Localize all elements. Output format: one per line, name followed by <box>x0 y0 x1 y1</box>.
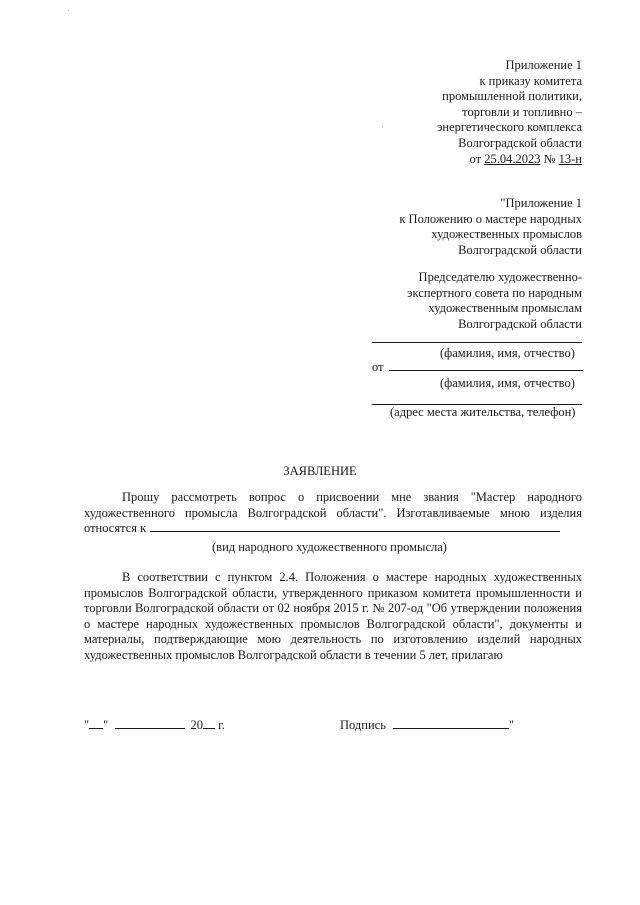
addressee-line: Волгоградской области <box>458 316 582 331</box>
year-suffix: г. <box>218 718 225 732</box>
year-blank[interactable] <box>203 728 215 729</box>
request-text: Прошу рассмотреть вопрос о присвоении мне звания "Мастер народного художественного промысла Волгоградской области". Изготавливаемые мною изделия относятся к <box>84 490 582 536</box>
name-hint-2: (фамилия, имя, отчество) <box>440 376 575 390</box>
order-appendix-line: Волгоградской области <box>458 135 582 150</box>
request-paragraph <box>84 490 582 537</box>
basis-paragraph: В соответствии с пунктом 2.4. Положения о мастере народных художественных промыслов Волгоградской области, утвержденного приказом комитета промышленности и торговли Волгоградской области от 02 ноября 2015 г. № 207-од "Об утверждении положения о мастере народных художественных промыслов Волгоградской области", документы и материалы, подтверждающие мою деятельность по изготовлению изделий народных художественных промыслов Волгоградской области в течении 5 лет, прилагаю <box>84 570 582 662</box>
addressee-line: экспертного совета по народным <box>407 285 582 300</box>
blank-line[interactable] <box>372 342 582 343</box>
order-date-prefix: от <box>469 151 482 166</box>
regulation-appendix-line: "Приложение 1 <box>500 196 582 210</box>
scan-speck <box>68 10 69 11</box>
signature-field[interactable] <box>340 718 514 733</box>
date-quote-close: " <box>103 718 109 732</box>
regulation-appendix-line: художественных промыслов <box>431 227 582 242</box>
regulation-appendix <box>399 196 582 258</box>
order-date: 25.04.2023 <box>484 151 541 166</box>
order-number: 13-н <box>558 151 582 166</box>
from-label: от <box>372 360 384 374</box>
date-field[interactable] <box>84 718 225 733</box>
scan-speck <box>382 126 383 127</box>
addressee-line: художественным промыслам <box>428 301 582 316</box>
craft-type-hint: (вид народного художественного промысла) <box>212 540 447 554</box>
order-appendix-line: энергетического комплекса <box>437 120 582 135</box>
year-prefix: 20 <box>190 718 203 732</box>
signature-quote: " <box>509 718 515 732</box>
month-blank[interactable] <box>115 728 185 729</box>
date-quote-open: " <box>84 718 90 732</box>
day-blank[interactable] <box>89 728 103 729</box>
order-appendix-line: промышленной политики, <box>442 89 582 104</box>
order-appendix-line: к приказу комитета <box>479 73 582 88</box>
name-hint-1: (фамилия, имя, отчество) <box>440 346 575 360</box>
addressee <box>407 270 582 332</box>
signature-label: Подпись <box>340 718 386 732</box>
blank-line[interactable] <box>389 370 583 371</box>
order-number-sign: № <box>543 151 556 166</box>
order-date-line <box>437 152 582 168</box>
chairman-name-field[interactable] <box>372 332 582 347</box>
signature-blank[interactable] <box>393 728 509 729</box>
craft-type-blank[interactable] <box>150 531 560 532</box>
order-appendix <box>437 58 582 167</box>
order-appendix-line: Приложение 1 <box>505 58 582 72</box>
regulation-appendix-line: к Положению о мастере народных <box>399 211 582 226</box>
page-title: ЗАЯВЛЕНИЕ <box>283 464 357 478</box>
addressee-line: Председателю художественно- <box>418 270 582 284</box>
regulation-appendix-line: Волгоградской области <box>458 242 582 257</box>
order-appendix-line: торговли и топливно – <box>462 104 582 119</box>
address-hint: (адрес места жительства, телефон) <box>390 405 576 419</box>
applicant-name-field[interactable] <box>372 360 583 375</box>
